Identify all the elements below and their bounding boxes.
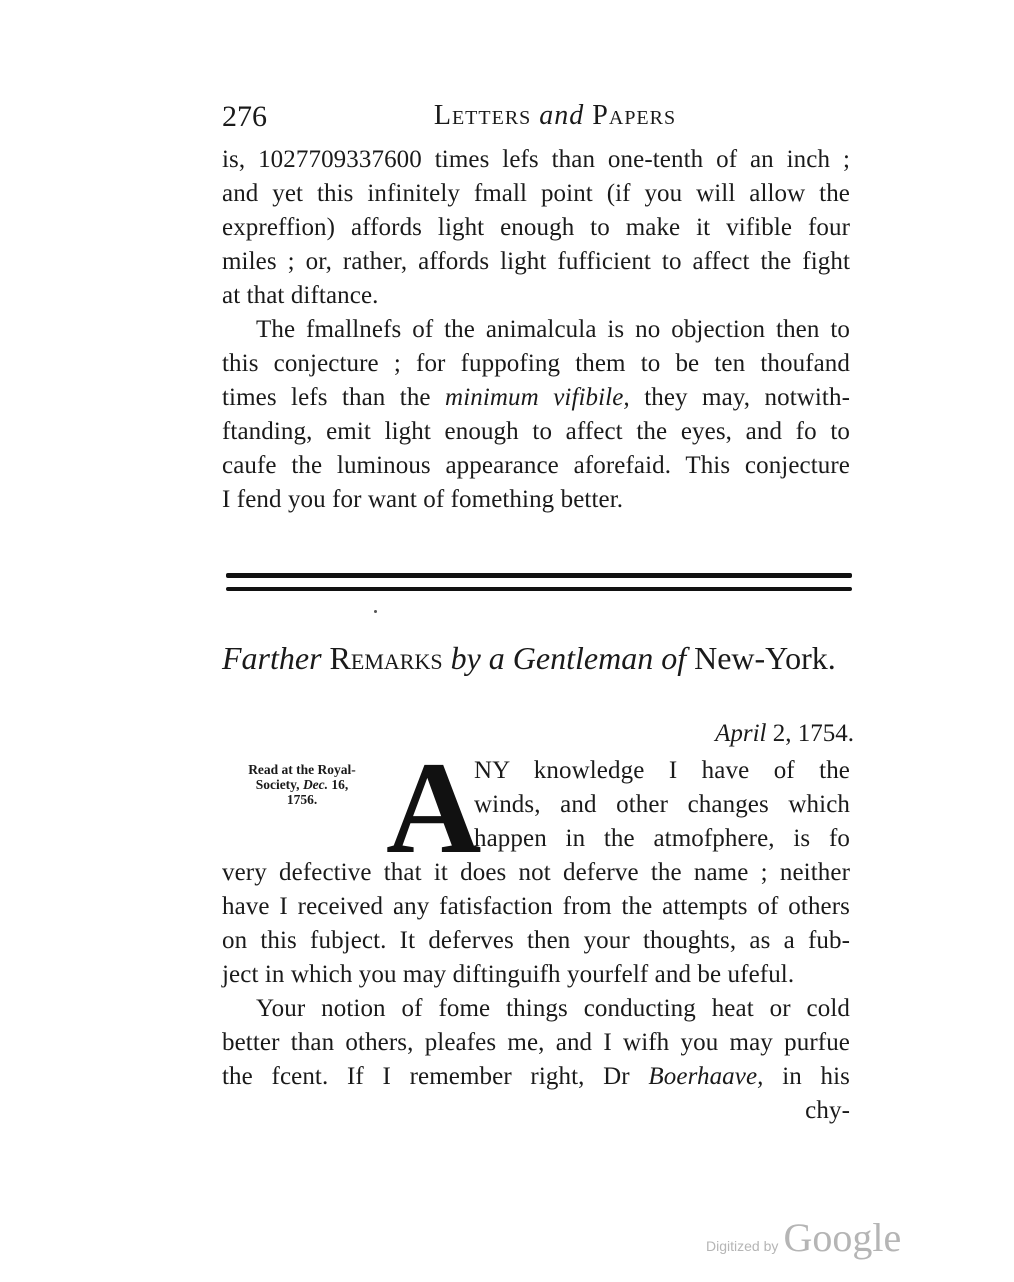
margin-note-line: 1756. — [286, 792, 318, 807]
watermark-logo-text: Google — [783, 1215, 902, 1260]
text-line: winds, and other changes which — [474, 791, 850, 818]
text-line: very defective that it does not deferve the name ; neither — [222, 859, 850, 886]
text-line: I fend you for want of fomething better. — [222, 486, 624, 513]
text-span: the fcent. If I remember right, Dr — [222, 1063, 630, 1090]
running-head-papers: Papers — [592, 100, 677, 131]
text-line: ftanding, emit light enough to affect the eyes, and fo to — [222, 418, 850, 445]
text-line: miles ; or, rather, affords light fufficient to affect the fight — [222, 248, 850, 275]
text-line: have I received any fatisfaction from the attempts of others — [222, 893, 850, 920]
digitized-by-google-watermark — [706, 1214, 901, 1261]
divider-rule-top — [226, 573, 852, 578]
date-month: April — [715, 720, 767, 747]
text-line: is, 1027709337600 times lefs than one-tenth of an inch ; — [222, 146, 850, 173]
margin-note-text: 16, — [331, 777, 349, 792]
heading-new-york: New-York. — [694, 640, 836, 676]
margin-note-text: Society, — [255, 777, 300, 792]
running-head — [380, 100, 730, 132]
italic-phrase: minimum vifibile, — [445, 384, 630, 411]
margin-note-line — [222, 777, 382, 792]
italic-name: Boerhaave, — [648, 1063, 764, 1090]
text-line: expreffion) affords light enough to make it vifible four — [222, 214, 850, 241]
margin-note-line: Read at the Royal- — [248, 762, 356, 777]
text-line: caufe the luminous appearance aforefaid. This conjecture — [222, 452, 850, 479]
text-line: NY knowledge I have of the — [474, 757, 850, 784]
heading-remarks: Remarks — [329, 640, 443, 676]
text-line — [222, 381, 850, 415]
text-line: ject in which you may diftinguifh yourfelf and be ufeful. — [222, 961, 795, 988]
text-span: they may, notwith- — [644, 384, 851, 411]
heading-farther: Farther — [222, 640, 322, 676]
print-speck — [374, 610, 377, 613]
letter-date — [715, 720, 854, 748]
margin-note — [222, 762, 382, 807]
text-span: in his — [782, 1063, 850, 1090]
watermark-small-text: Digitized by — [706, 1238, 779, 1254]
text-line: and yet this infinitely fmall point (if you will allow the — [222, 180, 850, 207]
text-line: on this fubject. It deferves then your thoughts, as a fub- — [222, 927, 850, 954]
text-line: happen in the atmofphere, is fo — [474, 825, 850, 852]
text-line: better than others, pleafes me, and I wifh you may purfue — [222, 1029, 850, 1056]
section-heading — [222, 640, 862, 677]
text-line: Your notion of fome things conducting heat or cold — [256, 995, 850, 1022]
running-head-letters: Letters — [433, 100, 532, 131]
margin-note-italic: Dec. — [302, 777, 329, 792]
drop-cap: A — [386, 734, 482, 881]
text-line: at that diftance. — [222, 282, 379, 309]
text-span: times lefs than the — [222, 384, 431, 411]
running-head-and: and — [539, 100, 585, 131]
text-line — [222, 1060, 850, 1094]
text-line: this conjecture ; for fuppofing them to be ten thoufand — [222, 350, 850, 377]
heading-by-gentleman: by a Gentleman of — [450, 640, 687, 676]
catchword: chy- — [805, 1097, 850, 1124]
divider-rule-bottom — [226, 587, 852, 591]
page-number: 276 — [222, 100, 267, 133]
text-line: The fmallnefs of the animalcula is no objection then to — [256, 316, 850, 343]
date-rest: 2, 1754. — [772, 720, 854, 747]
